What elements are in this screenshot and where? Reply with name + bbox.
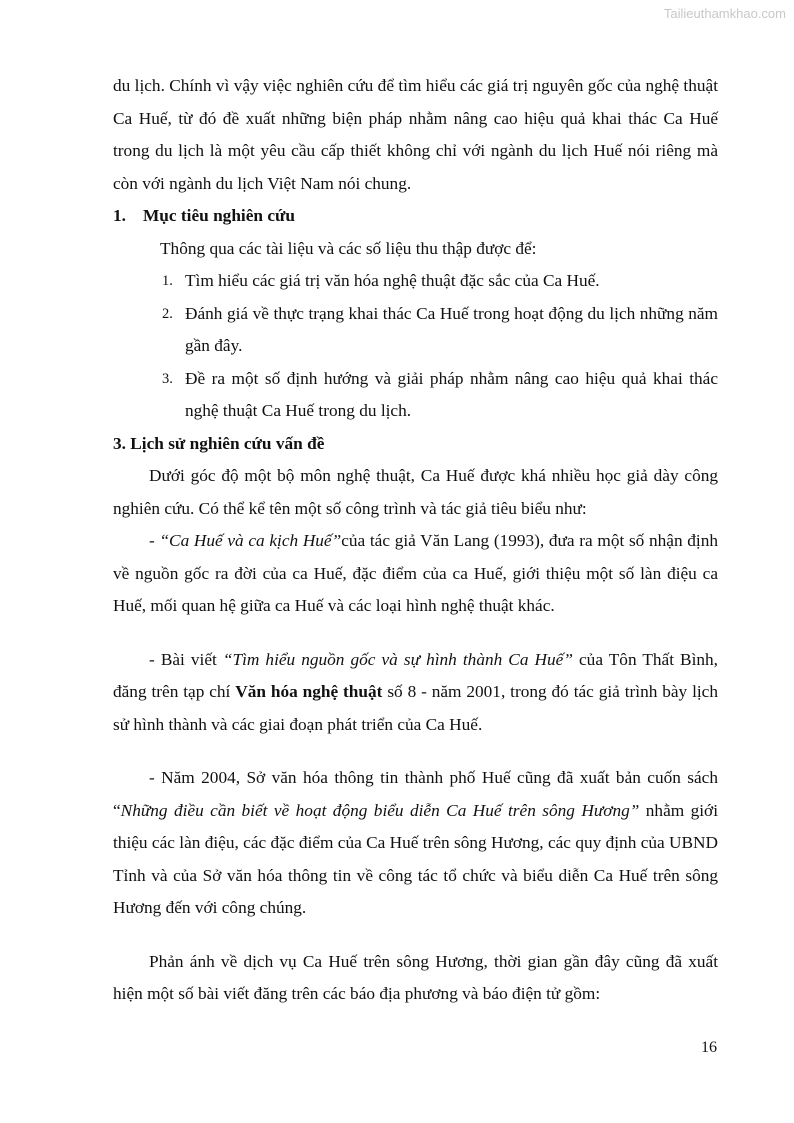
watermark: Tailieuthamkhao.com: [663, 6, 786, 21]
journal-name: Văn hóa nghệ thuật: [235, 682, 383, 701]
section1-title: Mục tiêu nghiên cứu: [143, 206, 295, 225]
list-item: [113, 363, 718, 428]
intro-paragraph: du lịch. Chính vì vậy việc nghiên cứu để tìm hiểu các giá trị nguyên gốc của nghệ thuật Ca Huế, từ đó đề xuất những biện pháp nhằm nâng cao hiệu quả khai thác Ca Huế trong du lịch là một yêu cầu cấp thiết không chỉ với ngành du lịch Huế nói riêng mà còn với ngành du lịch Việt Nam nói chung.: [113, 76, 718, 193]
list-item-text: Đề ra một số định hướng và giải pháp nhằm nâng cao hiệu quả khai thác nghệ thuật Ca Huế trong du lịch.: [185, 368, 718, 420]
section3-heading: 3. Lịch sử nghiên cứu vấn đề: [113, 433, 325, 453]
reference-title: Những điều cần biết về hoạt động biểu diễn Ca Huế trên sông Hương”: [120, 800, 640, 820]
reference-mid: của Tôn Thất Bình, đăng trên tạp chí: [113, 649, 718, 701]
list-item-number: 3.: [162, 370, 173, 387]
reference-text: của tác giả Văn Lang (1993), đưa ra một số nhận định về nguồn gốc ra đời của ca Huế, đặc điểm của ca Huế, giới thiệu một số làn điệu ca Huế, mối quan hệ giữa ca Huế và các loại hình nghệ thuật khác.: [113, 531, 718, 615]
reference-1: [113, 525, 718, 623]
list-item-text: Tìm hiểu các giá trị văn hóa nghệ thuật đặc sắc của Ca Huế.: [185, 271, 600, 290]
list-item-number: 2.: [162, 305, 173, 322]
reference-title: “Ca Huế và ca kịch Huế”: [159, 531, 342, 550]
section1-number: 1.: [113, 206, 126, 225]
closing-paragraph: Phản ánh về dịch vụ Ca Huế trên sông Hương, thời gian gần đây cũng đã xuất hiện một số bài viết đăng trên các báo địa phương và báo điện tử gồm:: [113, 951, 718, 1003]
reference-lead: - Bài viết: [149, 649, 223, 669]
document-body: [113, 70, 718, 1011]
list-item: [113, 298, 718, 363]
list-item: [113, 265, 718, 298]
list-item-text: Đánh giá về thực trạng khai thác Ca Huế trong hoạt động du lịch những năm gần đây.: [185, 303, 718, 355]
list-item-number: 1.: [162, 273, 173, 289]
reference-text: nhằm giới thiệu các làn điệu, các đặc điểm của Ca Huế trên sông Hương, các quy định của UBND Tỉnh và của Sở văn hóa thông tin về công tác tổ chức và biểu diễn Ca Huế trên sông Hương đến với công chúng.: [113, 800, 718, 917]
reference-text: số 8 - năm 2001, trong đó tác giả trình bày lịch sử hình thành và các giai đoạn phát triển của Ca Huế.: [113, 682, 718, 734]
reference-title: “Tìm hiểu nguồn gốc và sự hình thành Ca Huế”: [222, 649, 573, 669]
page-number: 16: [701, 1039, 717, 1056]
reference-lead: -: [149, 531, 160, 550]
reference-3: [113, 762, 718, 925]
reference-lead: - Năm 2004, Sở văn hóa thông tin thành phố Huế cũng đã xuất bản cuốn sách “: [113, 768, 718, 820]
section1-heading: [113, 200, 718, 233]
objectives-list: [113, 265, 718, 428]
section3-intro: Dưới góc độ một bộ môn nghệ thuật, Ca Huế được khá nhiều học giả dày công nghiên cứu. Có thể kể tên một số công trình và tác giả tiêu biểu như:: [113, 466, 718, 518]
reference-2: [113, 644, 718, 742]
section1-intro: Thông qua các tài liệu và các số liệu thu thập được để:: [160, 238, 537, 258]
